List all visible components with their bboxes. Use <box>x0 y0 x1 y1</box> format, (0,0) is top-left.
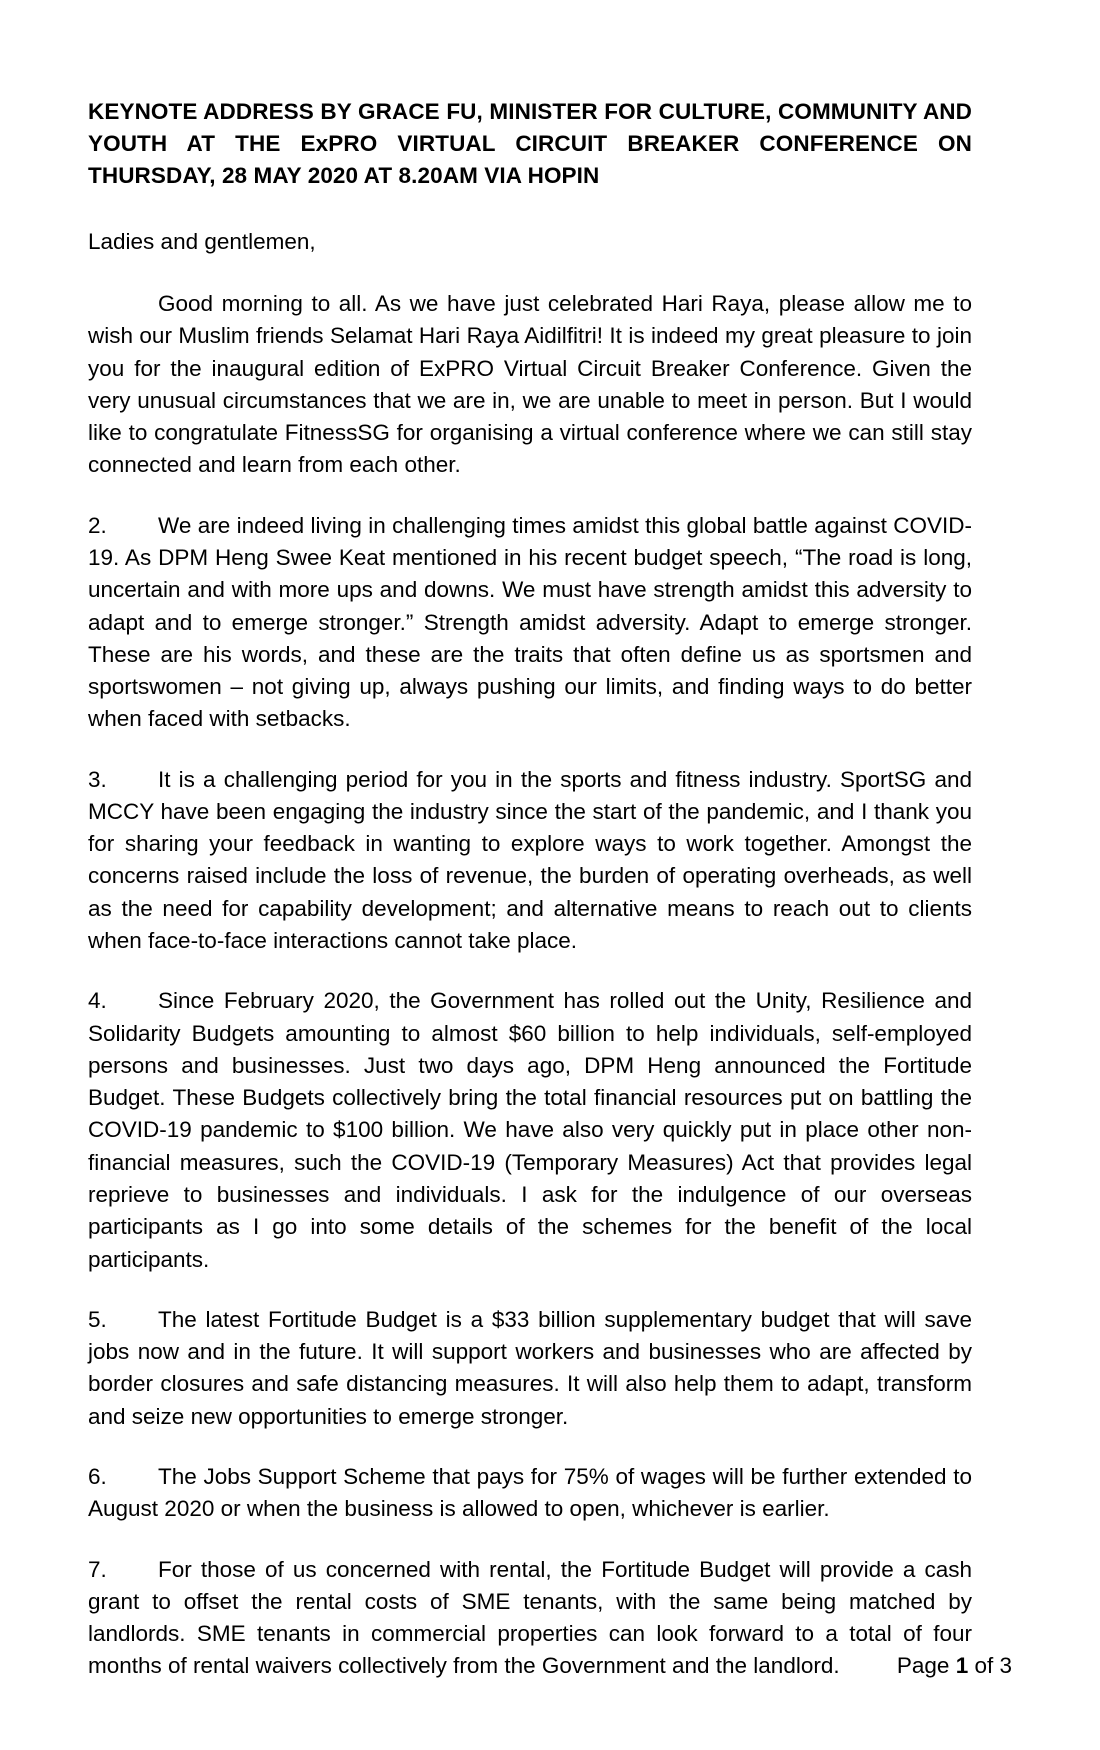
paragraph-1 <box>88 288 972 482</box>
paragraph-text: The Jobs Support Scheme that pays for 75% of wages will be further extended to August 2020 or when the business is allowed to open, whichever is earlier. <box>88 1463 972 1522</box>
paragraph-text: Good morning to all. As we have just celebrated Hari Raya, please allow me to wish our Muslim friends Selamat Hari Raya Aidilfitri! It is indeed my great pleasure to join you for the inaugural edition of ExPRO Virtual Circuit Breaker Conference. Given the very unusual circumstances that we are in, we are unable to meet in person. But I would like to congratulate FitnessSG for organising a virtual conference where we can still stay connected and learn from each other. <box>88 290 972 478</box>
paragraph-number: 5. <box>88 1306 107 1332</box>
paragraph-number: 3. <box>88 766 107 792</box>
document-title: KEYNOTE ADDRESS BY GRACE FU, MINISTER FOR CULTURE, COMMUNITY AND YOUTH AT THE ExPRO VIRTUAL CIRCUIT BREAKER CONFERENCE ON THURSDAY, 28 MAY 2020 AT 8.20AM VIA HOPIN <box>88 99 972 188</box>
paragraph-number: 7. <box>88 1556 107 1582</box>
paragraph-6 <box>88 1461 972 1526</box>
paragraph-text: For those of us concerned with rental, the Fortitude Budget will provide a cash grant to offset the rental costs of SME tenants, with the same being matched by landlords. SME tenants in commercial properties can look forward to a total of four months of rental waivers collectively from the Government and the landlord. <box>88 1556 972 1679</box>
paragraph-5 <box>88 1304 972 1433</box>
document-body <box>88 96 972 1683</box>
footer-page-number: 1 <box>955 1652 969 1678</box>
page-footer <box>88 1651 1012 1680</box>
paragraph-number: 4. <box>88 988 107 1014</box>
paragraph-number: 6. <box>88 1463 107 1489</box>
paragraph-text: We are indeed living in challenging times amidst this global battle against COVID-19. As DPM Heng Swee Keat mentioned in his recent budget speech, “The road is long, uncertain and with more ups and downs. We must have strength amidst this adversity to adapt and to emerge stronger.” Strength amidst adversity. Adapt to emerge stronger. These are his words, and these are the traits that often define us as sportsmen and sportswomen – not giving up, always pushing our limits, and finding ways to do better when faced with setbacks. <box>88 512 972 732</box>
footer-prefix: Page <box>896 1652 956 1678</box>
paragraph-text: It is a challenging period for you in the sports and fitness industry. SportSG and MCCY have been engaging the industry since the start of the pandemic, and I thank you for sharing your feedback in wanting to explore ways to work together. Amongst the concerns raised include the loss of revenue, the burden of operating overheads, as well as the need for capability development; and alternative means to reach out to clients when face-to-face interactions cannot take place. <box>88 766 972 954</box>
paragraph-text: The latest Fortitude Budget is a $33 billion supplementary budget that will save jobs now and in the future. It will support workers and businesses who are affected by border closures and safe distancing measures. It will also help them to adapt, transform and seize new opportunities to emerge stronger. <box>88 1306 972 1429</box>
paragraph-3 <box>88 764 972 958</box>
paragraph-4 <box>88 985 972 1276</box>
paragraph-text: Since February 2020, the Government has rolled out the Unity, Resilience and Solidarity Budgets amounting to almost $60 billion to help individuals, self-employed persons and businesses. Just two days ago, DPM Heng announced the Fortitude Budget. These Budgets collectively bring the total financial resources put on battling the COVID-19 pandemic to $100 billion. We have also very quickly put in place other non-financial measures, such the COVID-19 (Temporary Measures) Act that provides legal reprieve to businesses and individuals. I ask for the indulgence of our overseas participants as I go into some details of the schemes for the benefit of the local participants. <box>88 988 972 1272</box>
paragraph-2 <box>88 510 972 736</box>
footer-suffix: of 3 <box>968 1652 1012 1678</box>
paragraph-number: 2. <box>88 512 107 538</box>
salutation: Ladies and gentlemen, <box>88 228 316 254</box>
